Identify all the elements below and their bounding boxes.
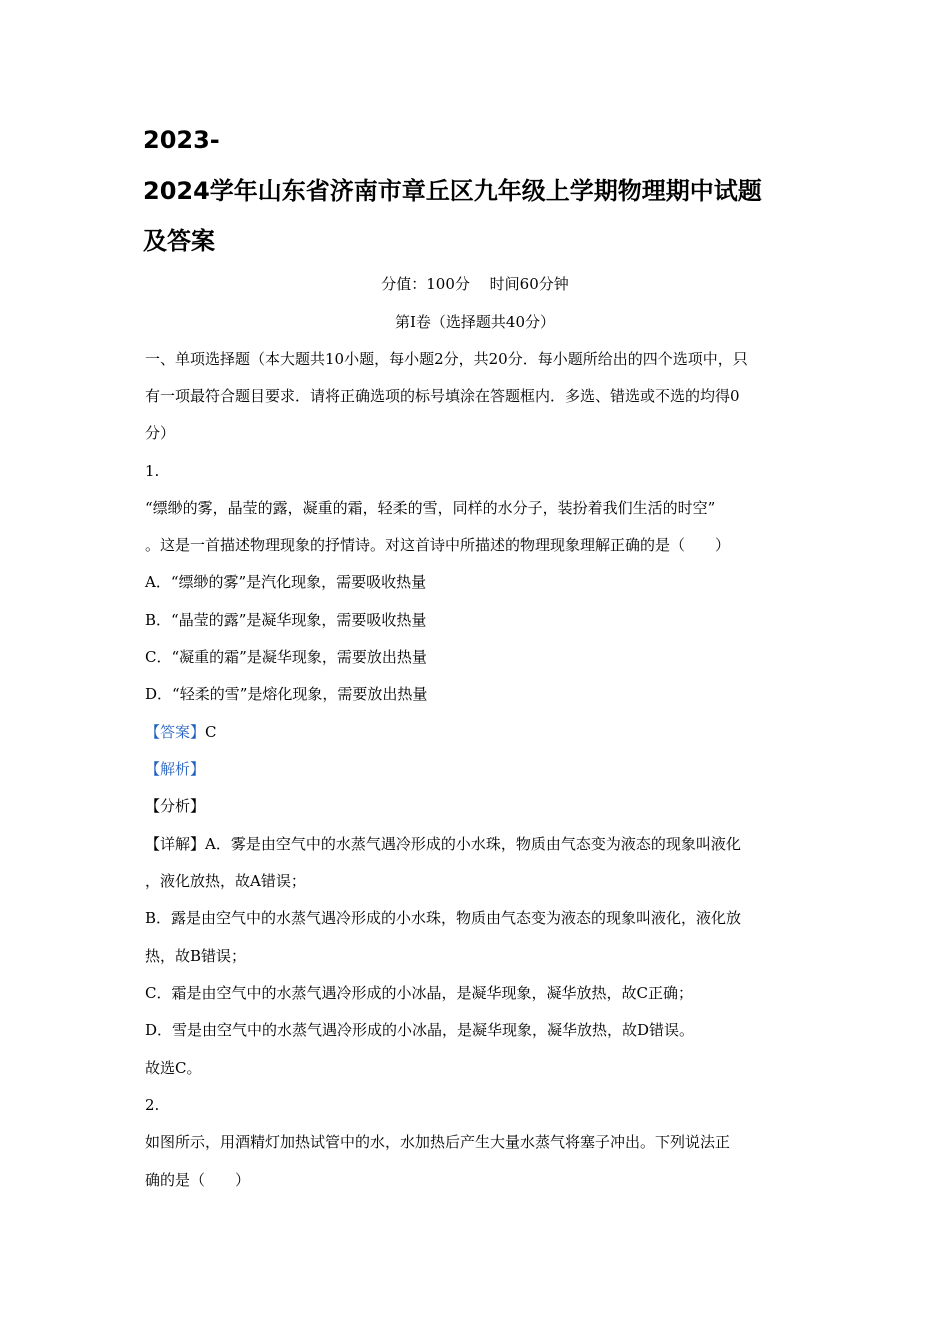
question-1-option-b: B．“晶莹的露”是凝华现象，需要吸收热量: [145, 611, 427, 629]
section-instruction-line: 分）: [145, 424, 176, 442]
question-1-stem-line: “缥缈的雾，晶莹的露，凝重的霜，轻柔的雪，同样的水分子，装扮着我们生活的时空”: [145, 499, 716, 517]
analysis-label: 【解析】: [145, 760, 206, 778]
detail-label: 【详解】: [145, 835, 206, 853]
detail-line: ，液化放热，故A错误；: [145, 872, 306, 890]
fenxi-label: 【分析】: [145, 797, 206, 815]
question-1-number: 1.: [145, 462, 160, 480]
question-1-stem-line: 。这是一首描述物理现象的抒情诗。对这首诗中所描述的物理现象理解正确的是（ ）: [145, 536, 731, 554]
section-instruction-line: 有一项最符合题目要求．请将正确选项的标号填涂在答题框内．多选、错选或不选的均得0: [145, 387, 740, 405]
answer-label: 【答案】: [145, 723, 206, 741]
question-2-stem-line: 如图所示，用酒精灯加热试管中的水，水加热后产生大量水蒸气将塞子冲出。下列说法正: [145, 1133, 731, 1151]
question-1-option-d: D．“轻柔的雪”是熔化现象，需要放出热量: [145, 685, 428, 703]
detail-line: 热，故B错误；: [145, 947, 247, 965]
question-1-option-a: A．“缥缈的雾”是汽化现象，需要吸收热量: [145, 573, 427, 591]
title-line-2: 2024学年山东省济南市章丘区九年级上学期物理期中试题: [143, 177, 762, 205]
answer-value: C: [205, 723, 217, 741]
question-2-number: 2.: [145, 1096, 160, 1114]
volume-heading: 第Ⅰ卷（选择题共40分）: [394, 313, 555, 331]
section-instruction-line: 一、单项选择题（本大题共10小题，每小题2分，共20分．每小题所给出的四个选项中，只: [145, 350, 748, 368]
question-1-option-c: C．“凝重的霜”是凝华现象，需要放出热量: [145, 648, 427, 666]
detail-text: A．雾是由空气中的水蒸气遇冷形成的小水珠，物质由气态变为液态的现象叫液化: [205, 835, 741, 853]
title-line-3: 及答案: [143, 227, 215, 255]
question-2-stem-line: 确的是（ ）: [145, 1171, 251, 1189]
detail-line: D．雪是由空气中的水蒸气遇冷形成的小冰晶，是凝华现象，凝华放热，故D错误。: [145, 1021, 695, 1039]
score-time: 分值：100分 时间60分钟: [381, 275, 569, 293]
detail-line: B．露是由空气中的水蒸气遇冷形成的小水珠，物质由气态变为液态的现象叫液化，液化放: [145, 909, 742, 927]
detail-line: C．霜是由空气中的水蒸气遇冷形成的小冰晶，是凝华现象，凝华放热，故C正确；: [145, 984, 693, 1002]
detail-line: 故选C。: [145, 1059, 202, 1077]
answer-line: [145, 722, 217, 742]
title-line-1: 2023-: [143, 126, 220, 154]
detail-line: [145, 834, 741, 854]
